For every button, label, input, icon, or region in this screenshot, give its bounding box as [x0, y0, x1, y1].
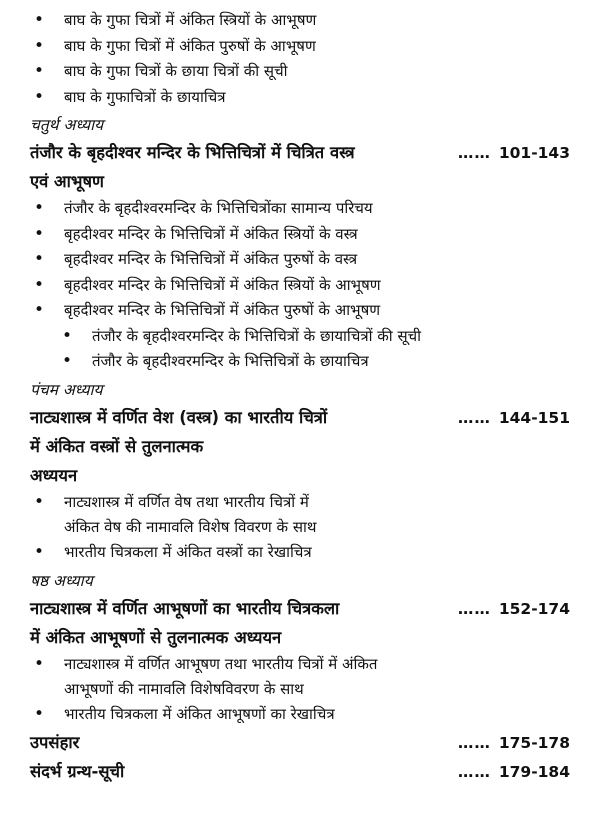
bibliography-title: संदर्भ ग्रन्थ-सूची	[30, 761, 125, 781]
chapter-6-heading-row	[30, 594, 570, 623]
page-numbers: 152-174	[498, 599, 570, 618]
chapter-5-page-range	[458, 409, 570, 427]
conclusion-page-range	[458, 734, 570, 752]
list-item: • बृहदीश्वर मन्दिर के भित्तिचित्रों में अंकित स्त्रियों के आभूषण	[30, 273, 570, 299]
list-item: • बृहदीश्वर मन्दिर के भित्तिचित्रों में अंकित पुरुषों के वस्त्र	[30, 247, 570, 273]
list-item-continuation: अंकित वेष की नामावलि विशेष विवरण के साथ	[64, 518, 317, 536]
leader-dots: ……	[457, 762, 491, 781]
chapter-5-label: पंचम अध्याय	[30, 380, 103, 399]
page-numbers: 101-143	[498, 144, 570, 162]
ch5-bullet-list	[30, 490, 570, 566]
chapter-4-heading-row	[30, 138, 570, 167]
chapter-6-page-range	[458, 600, 570, 618]
chapter-4-title: तंजौर के बृहदीश्वर मन्दिर के भित्तिचित्रों में चित्रित वस्त्र	[30, 143, 355, 162]
list-item: • भारतीय चित्रकला में अंकित वस्त्रों का रेखाचित्र	[30, 540, 570, 566]
conclusion-row	[30, 728, 570, 757]
chapter-4-title-cont: एवं आभूषण	[30, 172, 104, 191]
list-item-continuation: आभूषणों की नामावलि विशेषविवरण के साथ	[64, 680, 304, 698]
chapter-5-title-cont-2: अध्ययन	[30, 465, 78, 485]
chapter-5-heading-row	[30, 403, 570, 432]
leader-dots: ……	[457, 144, 491, 162]
bibliography-page-range	[458, 763, 570, 781]
chapter-5-title-cont: में अंकित वस्त्रों से तुलनात्मक	[30, 436, 204, 456]
list-item: • नाट्यशास्त्र में वर्णित आभूषण तथा भारतीय चित्रों में अंकित	[30, 652, 570, 678]
sub-list-item: • तंजौर के बृहदीश्वरमन्दिर के भित्तिचित्रों के छायाचित्रों की सूची	[30, 324, 570, 350]
list-item: • बाघ के गुफा चित्रों में अंकित स्त्रियों के आभूषण	[30, 8, 570, 34]
ch4-bullet-list	[30, 196, 570, 375]
list-item: • भारतीय चित्रकला में अंकित आभूषणों का रेखाचित्र	[30, 702, 570, 728]
leader-dots: ……	[457, 599, 491, 618]
leader-dots: ……	[457, 733, 491, 752]
chapter-4-label: चतुर्थ अध्याय	[30, 116, 104, 134]
chapter-6-title-cont: में अंकित आभूषणों से तुलनात्मक अध्ययन	[30, 627, 282, 647]
list-item: • बाघ के गुफा चित्रों के छाया चित्रों की सूची	[30, 59, 570, 85]
conclusion-title: उपसंहार	[30, 732, 80, 752]
page-numbers: 179-184	[498, 762, 570, 781]
bibliography-row	[30, 757, 570, 786]
list-item: • नाट्यशास्त्र में वर्णित वेष तथा भारतीय चित्रों में	[30, 490, 570, 516]
chapter-6-title: नाट्यशास्त्र में वर्णित आभूषणों का भारतीय चित्रकला	[30, 598, 340, 618]
list-item: • बाघ के गुफाचित्रों के छायाचित्र	[30, 85, 570, 111]
list-item: • बृहदीश्वर मन्दिर के भित्तिचित्रों में अंकित पुरुषों के आभूषण	[30, 298, 570, 324]
sub-list-item: • तंजौर के बृहदीश्वरमन्दिर के भित्तिचित्रों के छायाचित्र	[30, 349, 570, 375]
chapter-6-label: षष्ठ अध्याय	[30, 571, 93, 590]
list-item: • तंजौर के बृहदीश्वरमन्दिर के भित्तिचित्रोंका सामान्य परिचय	[30, 196, 570, 222]
ch6-bullet-list	[30, 652, 570, 728]
ch3-bullet-list	[30, 8, 570, 110]
page-numbers: 175-178	[498, 733, 570, 752]
leader-dots: ……	[457, 408, 491, 427]
chapter-5-title: नाट्यशास्त्र में वर्णित वेश (वस्त्र) का भारतीय चित्रों	[30, 407, 328, 427]
list-item: • बृहदीश्वर मन्दिर के भित्तिचित्रों में अंकित स्त्रियों के वस्त्र	[30, 222, 570, 248]
list-item: • बाघ के गुफा चित्रों में अंकित पुरुषों के आभूषण	[30, 34, 570, 60]
page-numbers: 144-151	[498, 408, 570, 427]
chapter-4-page-range	[458, 144, 570, 162]
